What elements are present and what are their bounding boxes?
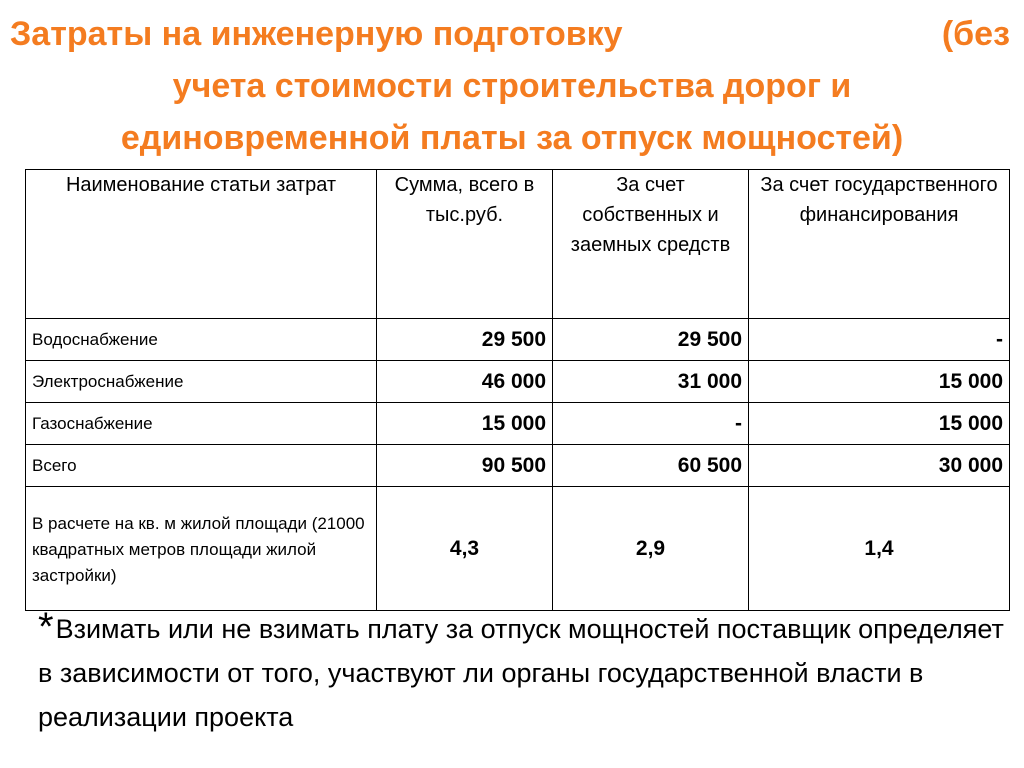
page-title [10,8,1014,164]
row-name: Газоснабжение [26,403,377,445]
table-row-total [26,445,1010,487]
table-row [26,403,1010,445]
row-name: Всего [26,445,377,487]
header-own-funds: За счет собственных и заемных средств [553,170,749,319]
row-total: 29 500 [377,319,553,361]
row-own: - [553,403,749,445]
row-total: 90 500 [377,445,553,487]
row-total: 15 000 [377,403,553,445]
footnote [38,605,1008,739]
row-state: 15 000 [749,361,1010,403]
row-state: 1,4 [749,487,1010,611]
row-own: 31 000 [553,361,749,403]
row-name: В расчете на кв. м жилой площади (21000 квадратных метров площади жилой застройки) [26,487,377,611]
title-line-2: учета стоимости строительства дорог и [172,67,852,105]
row-name: Электроснабжение [26,361,377,403]
table-header-row [26,170,1010,319]
title-line-3: единовременной платы за отпуск мощностей) [120,119,904,157]
table-row [26,361,1010,403]
header-item-name: Наименование статьи затрат [26,170,377,319]
row-own: 60 500 [553,445,749,487]
title-line-1-tail: (без [941,15,1010,53]
footnote-asterisk: * [38,605,54,649]
row-own: 29 500 [553,319,749,361]
row-total: 46 000 [377,361,553,403]
title-line-1-main: Затраты на инженерную подготовку [10,15,623,53]
row-total: 4,3 [377,487,553,611]
header-state-funds: За счет государственного финансирования [749,170,1010,319]
row-name: Водоснабжение [26,319,377,361]
table-row-per-sqm [26,487,1010,611]
cost-table [25,169,1010,611]
row-state: 15 000 [749,403,1010,445]
table-row [26,319,1010,361]
header-total: Сумма, всего в тыс.руб. [377,170,553,319]
title-line-1 [10,8,1014,60]
row-own: 2,9 [553,487,749,611]
footnote-text: Взимать или не взимать плату за отпуск мощностей поставщик определяет в зависимости от того, участвуют ли органы государственной власти в реализации проекта [38,614,1004,732]
row-state: 30 000 [749,445,1010,487]
row-state: - [749,319,1010,361]
